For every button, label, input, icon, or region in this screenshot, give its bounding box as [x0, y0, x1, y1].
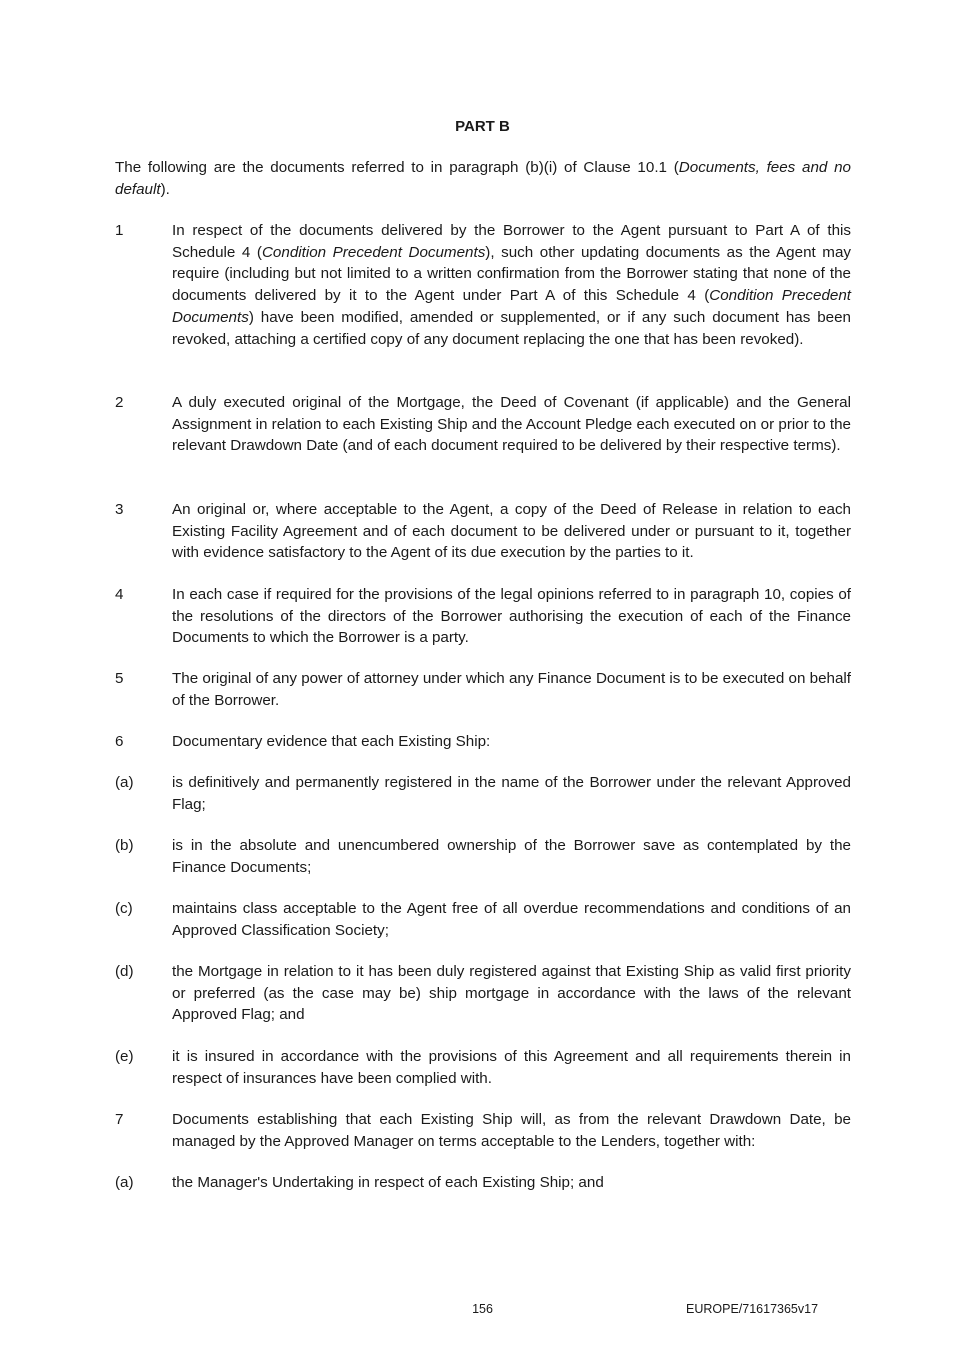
list-item-6c: [115, 898, 851, 941]
item-number: (c): [115, 900, 133, 917]
document-reference: EUROPE/71617365v17: [686, 1302, 819, 1316]
item-number: 5: [115, 670, 124, 687]
item-number: 1: [115, 222, 124, 239]
item-text: maintains class acceptable to the Agent free of all overdue recommendations and conditions of an Approved Classification Society;: [172, 900, 851, 939]
item-text: Documentary evidence that each Existing Ship:: [172, 733, 491, 750]
intro-text-end: ).: [160, 181, 170, 198]
item-number: (b): [115, 837, 134, 854]
item-text: An original or, where acceptable to the Agent, a copy of the Deed of Release in relation to each Existing Facility Agreement and of each document to be delivered under or pursuant to it, together with evidence satisfactory to the Agent of its due execution by the parties to it.: [172, 501, 851, 562]
item-number: 7: [115, 1111, 124, 1128]
item-number: 3: [115, 501, 124, 518]
list-item-4: [115, 584, 851, 649]
intro-text: The following are the documents referred to in paragraph (b)(i) of Clause 10.1 (: [115, 159, 679, 176]
list-item-6d: [115, 961, 851, 1026]
item-number: 4: [115, 586, 124, 603]
page-number: 156: [472, 1302, 493, 1316]
list-item-6b: [115, 835, 851, 878]
intro-paragraph: [115, 157, 851, 201]
item-text: the Manager's Undertaking in respect of each Existing Ship; and: [172, 1174, 604, 1191]
item-text: it is insured in accordance with the provisions of this Agreement and all requirements therein in respect of insurances have been complied with.: [172, 1048, 851, 1087]
item-number: (d): [115, 963, 134, 980]
list-item-2: [115, 392, 851, 457]
list-item-7: [115, 1109, 851, 1152]
list-item-3: [115, 499, 851, 564]
part-heading: PART B: [455, 118, 510, 135]
item-text: The original of any power of attorney under which any Finance Document is to be executed on behalf of the Borrower.: [172, 670, 851, 709]
item-text: In respect of the documents delivered by the Borrower to the Agent pursuant to Part A of this Schedule 4 (Condition Precedent Documents), such other updating documents as the Agent may require (including but not limited to a written confirmation from the Borrower stating that none of the documents delivered by it to the Agent under Part A of this Schedule 4 (Condition Precedent Documents) have been modified, amended or supplemented, or if any such document has been revoked, attaching a certified copy of any document replacing the one that has been revoked).: [172, 222, 852, 348]
list-item-5: [115, 668, 851, 711]
item-text: Documents establishing that each Existing Ship will, as from the relevant Drawdown Date, be managed by the Approved Manager on terms acceptable to the Lenders, together with:: [172, 1111, 851, 1150]
intro-emphasis: Documents, fees and no default: [115, 159, 851, 198]
item-number: 6: [115, 733, 124, 750]
item-text: the Mortgage in relation to it has been duly registered against that Existing Ship as valid first priority or preferred (as the case may be) ship mortgage in accordance with the laws of the relevant Approved Flag; and: [172, 963, 851, 1024]
list-item-1: [115, 220, 851, 350]
item-text: is definitively and permanently registered in the name of the Borrower under the relevant Approved Flag;: [172, 774, 851, 813]
list-item-6: [115, 731, 851, 753]
list-item-7a: [115, 1172, 851, 1194]
item-number: 2: [115, 394, 124, 411]
list-item-6e: [115, 1046, 851, 1089]
item-text: In each case if required for the provisions of the legal opinions referred to in paragraph 10, copies of the resolutions of the directors of the Borrower authorising the execution of each of the Finance Documents to which the Borrower is a party.: [172, 586, 851, 647]
item-number: (a): [115, 774, 134, 791]
item-number: (e): [115, 1048, 134, 1065]
list-item-6a: [115, 772, 851, 815]
item-text: A duly executed original of the Mortgage, the Deed of Covenant (if applicable) and the General Assignment in relation to each Existing Ship and the Account Pledge each executed on or prior to the relevant Drawdown Date (and of each document required to be delivered by their respective terms).: [172, 394, 851, 455]
item-number: (a): [115, 1174, 134, 1191]
item-text: is in the absolute and unencumbered ownership of the Borrower save as contemplated by the Finance Documents;: [172, 837, 851, 876]
